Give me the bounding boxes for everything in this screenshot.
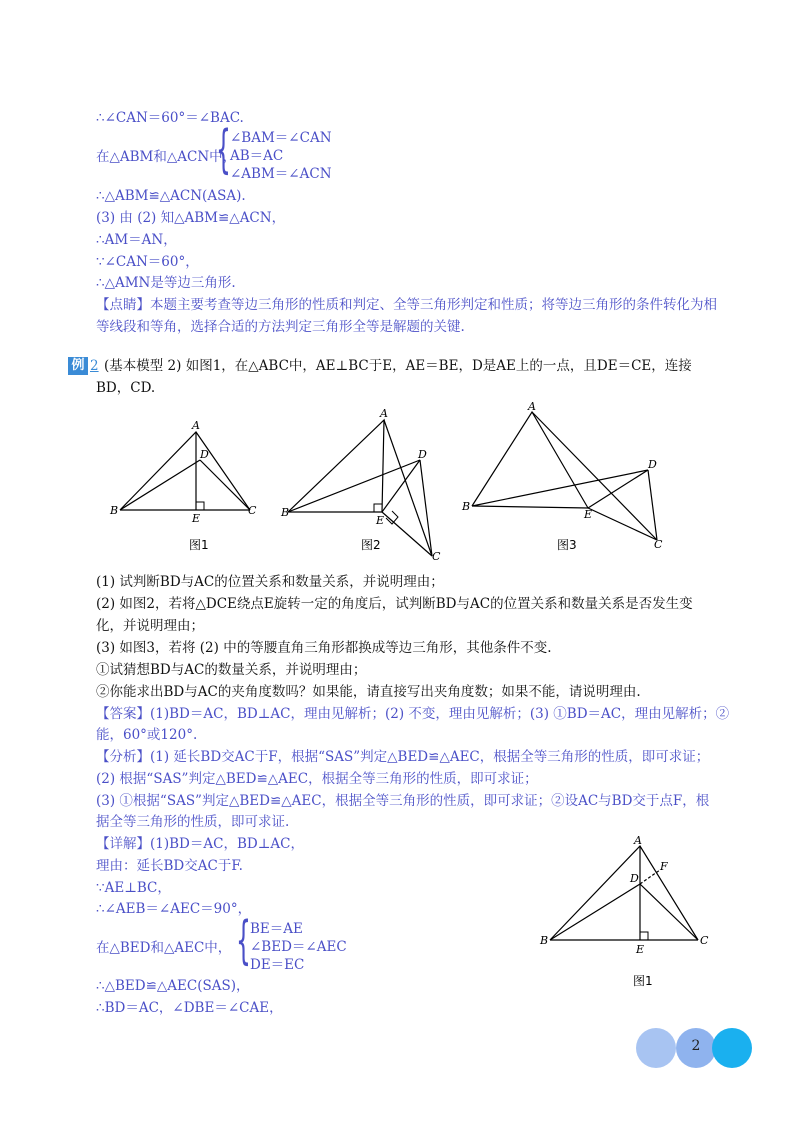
fig2-label-b: B [281,506,290,519]
page-decor-circle-left [636,1028,676,1068]
line-in-triangles: 在△ABM和△ACN中， [96,149,237,165]
analysis-line-1: 【分析】(1) 延长BD交AC于F，根据“SAS”判定△BED≌△AEC，根据全等三角形的性质，即可求证； [96,749,710,765]
page-number: 2 [691,1038,701,1054]
example-statement-1: (基本模型 2) 如图1，在△ABC中，AE⊥BC于E，AE＝BE，D是AE上的一点，且DE＝CE，连接 [104,358,692,374]
line-can-equals-bac: ∴∠CAN＝60°＝∠BAC. [96,110,244,126]
detail-line-2: 理由：延长BD交AC于F. [96,858,243,874]
condition-2: AB＝AC [230,148,284,164]
question-1: (1) 试判断BD与AC的位置关系和数量关系，并说明理由； [96,574,444,590]
detail-line-7: ∴BD＝AC，∠DBE＝∠CAE， [96,1000,283,1016]
left-brace-icon: { [216,120,231,180]
page-decor-circle-right [712,1028,752,1068]
figure-3-drawing [472,412,657,540]
fig1-label-e: E [192,512,201,525]
line-congruent-asa: ∴△ABM≌△ACN(ASA). [96,188,246,204]
condition-angles: ∠BED＝∠AEC [250,939,347,955]
fig2-label-a: A [380,407,388,420]
line-part3: (3) 由 (2) 知△ABM≌△ACN， [96,210,286,226]
ans-fig-label-e: E [636,943,645,956]
question-3: (3) 如图3，若将 (2) 中的等腰直角三角形都换成等边三角形，其他条件不变. [96,640,552,656]
answer-line-2: 能，60°或120°. [96,727,198,743]
figure-2-drawing [288,420,432,556]
ans-fig-label-c: C [700,934,709,947]
fig1-label-a: A [192,419,200,432]
fig3-label-b: B [462,500,471,513]
figure-2-caption: 图2 [361,538,381,552]
detail-line-3: ∵AE⊥BC， [96,880,171,896]
fig3-label-a: A [528,400,536,413]
condition-de-ec: DE＝EC [250,957,305,973]
analysis-line-2: (2) 根据“SAS”判定△BED≌△AEC，根据全等三角形的性质，即可求证； [96,771,538,787]
detail-line-1: 【详解】(1)BD＝AC，BD⊥AC， [96,836,304,852]
fig1-label-c: C [248,504,257,517]
detail-line-6: ∴△BED≌△AEC(SAS)， [96,978,250,994]
line-can-60: ∵∠CAN＝60°， [96,254,199,270]
figure-3-caption: 图3 [557,538,577,552]
ans-fig-label-a: A [634,834,642,847]
line-am-an: ∴AM＝AN， [96,232,177,248]
analysis-line-3: (3) ①根据“SAS”判定△BED≌△AEC，根据全等三角形的性质，即可求证；②设AC与BD交于点F，根 [96,793,710,809]
answer-line-1: 【答案】(1)BD＝AC，BD⊥AC，理由见解析；(2) 不变，理由见解析；(3) ①BD＝AC，理由见解析；② [96,706,730,722]
line-equilateral: ∴△AMN是等边三角形. [96,275,236,291]
question-2-line-1: (2) 如图2，若将△DCE绕点E旋转一定的角度后，试判断BD与AC的位置关系和数量关系是否发生变 [96,596,693,612]
fig2-label-c: C [432,550,441,563]
fig3-label-e: E [584,508,593,521]
condition-1: ∠BAM＝∠CAN [230,130,332,146]
left-brace-icon: { [236,911,251,971]
line-dianjing-1: 【点睛】本题主要考查等边三角形的性质和判定、全等三角形判定和性质；将等边三角形的条件转化为相 [96,297,717,313]
answer-figure-caption: 图1 [633,974,653,988]
ans-fig-label-f: F [660,860,668,873]
example-number: 2 [90,358,99,374]
detail-line-4: ∴∠AEB＝∠AEC＝90°， [96,901,252,917]
fig3-label-d: D [648,458,657,471]
fig2-label-e: E [376,514,385,527]
figure-1-caption: 图1 [189,538,209,552]
fig3-label-c: C [654,538,663,551]
fig1-label-b: B [110,504,119,517]
ans-fig-label-d: D [630,872,639,885]
figure-answer-drawing [550,846,698,940]
condition-3: ∠ABM＝∠ACN [230,166,332,182]
figure-1-drawing [120,432,250,510]
fig1-label-d: D [200,448,209,461]
analysis-line-4: 据全等三角形的性质，即可求证. [96,814,290,830]
fig2-label-d: D [418,448,427,461]
example-statement-2: BD，CD. [96,380,156,396]
question-2-line-2: 化，并说明理由； [96,618,204,634]
ans-fig-label-b: B [540,934,549,947]
line-dianjing-2: 等线段和等角，选择合适的方法判定三角形全等是解题的关键. [96,319,465,335]
question-3-sub-1: ①试猜想BD与AC的数量关系，并说明理由； [96,662,367,678]
detail-line-5: 在△BED和△AEC中， [96,940,232,956]
question-3-sub-2: ②你能求出BD与AC的夹角度数吗？如果能，请直接写出夹角度数；如果不能，请说明理由. [96,684,641,700]
example-tag: 例 [68,357,88,375]
condition-be-ae: BE＝AE [250,921,303,937]
